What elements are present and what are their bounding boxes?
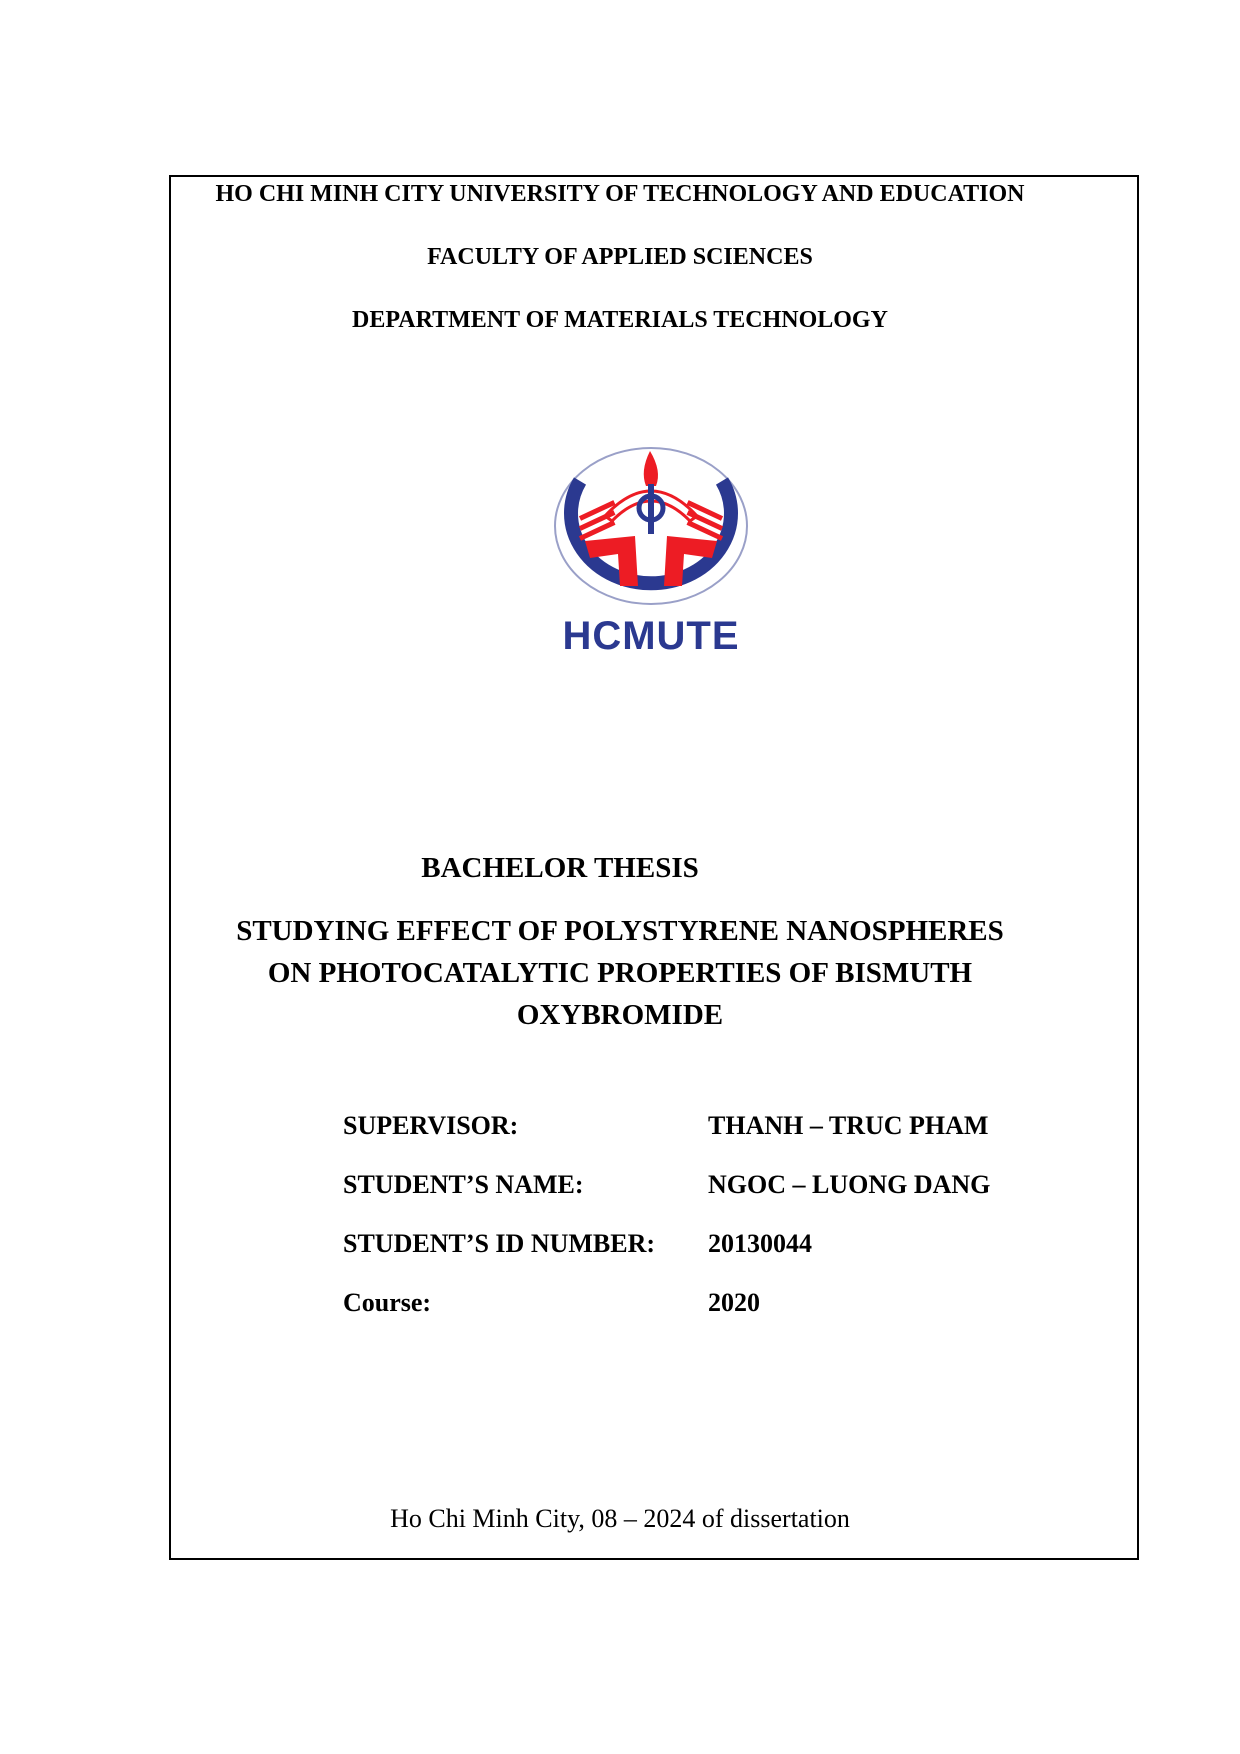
thesis-title [0, 910, 1240, 1036]
info-value: NGOC – LUONG DANG [708, 1170, 991, 1199]
info-row-student-id [343, 1229, 812, 1259]
logo-text: HCMUTE [562, 614, 740, 658]
university-logo [550, 446, 752, 656]
info-row-course [343, 1288, 760, 1318]
title-line: OXYBROMIDE [516, 999, 724, 1031]
thesis-type: BACHELOR THESIS [421, 852, 699, 884]
info-label: Course: [343, 1288, 432, 1317]
place-date: Ho Chi Minh City, 08 – 2024 of dissertation [390, 1504, 850, 1533]
info-row-student-name [343, 1170, 991, 1200]
info-row-supervisor [343, 1111, 989, 1141]
info-label: STUDENT’S NAME: [343, 1170, 584, 1199]
title-line: STUDYING EFFECT OF POLYSTYRENE NANOSPHERES [236, 915, 1004, 947]
info-label: SUPERVISOR: [343, 1111, 519, 1140]
department-name: DEPARTMENT OF MATERIALS TECHNOLOGY [352, 307, 888, 333]
info-label: STUDENT’S ID NUMBER: [343, 1229, 656, 1258]
info-value: THANH – TRUC PHAM [708, 1111, 989, 1140]
faculty-name: FACULTY OF APPLIED SCIENCES [427, 244, 813, 270]
info-value: 20130044 [708, 1229, 812, 1258]
info-value: 2020 [708, 1288, 760, 1317]
university-name: HO CHI MINH CITY UNIVERSITY OF TECHNOLOGY AND EDUCATION [215, 181, 1025, 207]
title-line: ON PHOTOCATALYTIC PROPERTIES OF BISMUTH [267, 957, 973, 989]
